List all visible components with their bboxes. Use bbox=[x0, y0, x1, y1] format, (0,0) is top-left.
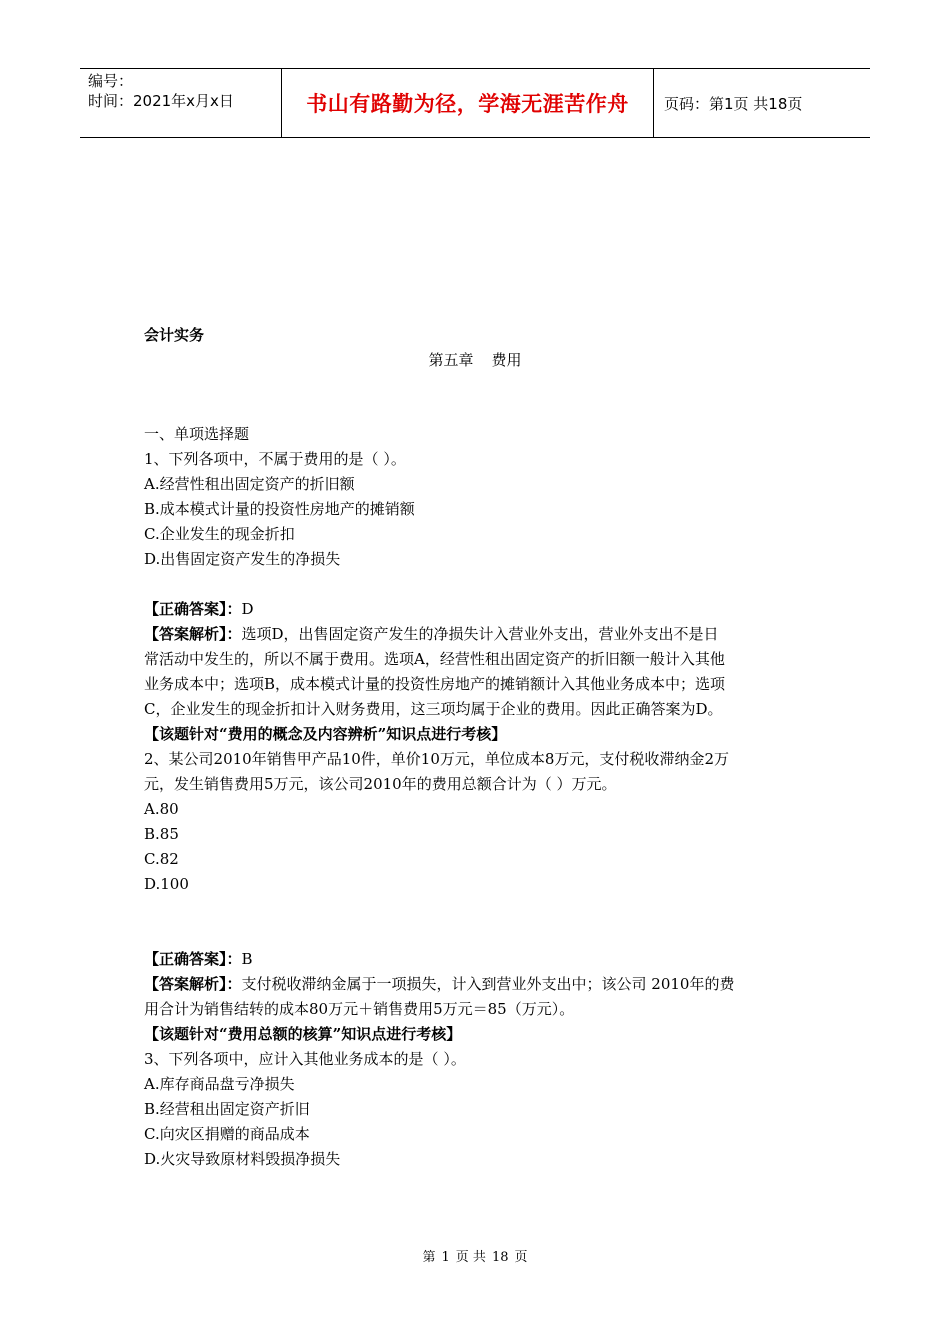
bracket-label: 【正确答案】： bbox=[144, 600, 242, 618]
page-footer bbox=[0, 1246, 950, 1265]
chapter-heading bbox=[0, 349, 950, 370]
page-label: 页码：第1页 共18页 bbox=[664, 94, 803, 113]
q2-stem-line: 2、某公司2010年销售甲产品10件，单价10万元，单位成本8万元，支付税收滞纳金2万 bbox=[144, 750, 729, 768]
q2-analysis-line: 【答案解析】：支付税收滞纳金属于一项损失，计入到营业外支出中；该公司 2010年的费 bbox=[144, 975, 735, 993]
number-label: 编号： bbox=[88, 72, 134, 90]
spacer bbox=[144, 897, 810, 922]
q2-answer: 【正确答案】：B bbox=[144, 950, 253, 968]
q1-option-a: A.经营性租出固定资产的折旧额 bbox=[144, 475, 355, 493]
spacer bbox=[144, 922, 810, 947]
motto-text: 书山有路勤为径，学海无涯苦作舟 bbox=[306, 92, 629, 116]
bracket-label: 【答案解析】： bbox=[144, 625, 242, 643]
q1-stem: 1、下列各项中，不属于费用的是（ ）。 bbox=[144, 450, 406, 468]
question-block bbox=[144, 422, 810, 1172]
q1-note: 【该题针对“费用的概念及内容辨析”知识点进行考核】 bbox=[144, 725, 507, 743]
q2-stem-line: 元，发生销售费用5万元，该公司2010年的费用总额合计为（ ）万元。 bbox=[144, 775, 617, 793]
q3-stem: 3、下列各项中，应计入其他业务成本的是（ ）。 bbox=[144, 1050, 466, 1068]
bracket-label: 【答案解析】： bbox=[144, 975, 242, 993]
q1-option-c: C.企业发生的现金折扣 bbox=[144, 525, 295, 543]
time-label: 时间：2021年x月x日 bbox=[88, 92, 234, 110]
q1-option-d: D.出售固定资产发生的净损失 bbox=[144, 550, 341, 568]
chapter-name: 费用 bbox=[491, 351, 522, 369]
page-header bbox=[80, 68, 870, 138]
q1-analysis-line: C，企业发生的现金折扣计入财务费用，这三项均属于企业的费用。因此正确答案为D。 bbox=[144, 700, 723, 718]
q1-answer: 【正确答案】：D bbox=[144, 600, 254, 618]
section-heading: 一、单项选择题 bbox=[144, 425, 250, 443]
header-left-cell bbox=[80, 69, 281, 137]
footer-current-page: 1 bbox=[441, 1250, 450, 1265]
q2-note: 【该题针对“费用总额的核算”知识点进行考核】 bbox=[144, 1025, 462, 1043]
document-title: 会计实务 bbox=[144, 326, 205, 344]
q3-option-d: D.火灾导致原材料毁损净损失 bbox=[144, 1150, 341, 1168]
q2-option-b: B.85 bbox=[144, 825, 179, 843]
q3-option-b: B.经营租出固定资产折旧 bbox=[144, 1100, 310, 1118]
q2-option-a: A.80 bbox=[144, 800, 179, 818]
q1-analysis-line: 【答案解析】：选项D，出售固定资产发生的净损失计入营业外支出，营业外支出不是日 bbox=[144, 625, 719, 643]
footer-suffix: 页 bbox=[514, 1250, 528, 1265]
spacer bbox=[144, 572, 810, 597]
footer-prefix: 第 bbox=[422, 1250, 436, 1265]
bracket-label: 【正确答案】： bbox=[144, 950, 242, 968]
q1-analysis-line: 业务成本中；选项B，成本模式计量的投资性房地产的摊销额计入其他业务成本中；选项 bbox=[144, 675, 726, 693]
q1-option-b: B.成本模式计量的投资性房地产的摊销额 bbox=[144, 500, 415, 518]
q3-option-a: A.库存商品盘亏净损失 bbox=[144, 1075, 295, 1093]
q2-option-c: C.82 bbox=[144, 850, 179, 868]
q2-analysis-line: 用合计为销售结转的成本80万元＋销售费用5万元＝85（万元）。 bbox=[144, 1000, 575, 1018]
q3-option-c: C.向灾区捐赠的商品成本 bbox=[144, 1125, 310, 1143]
chapter-number: 第五章 bbox=[428, 351, 474, 369]
footer-total-pages: 18 bbox=[491, 1250, 509, 1265]
q2-option-d: D.100 bbox=[144, 875, 189, 893]
header-motto-cell bbox=[281, 69, 654, 137]
q1-analysis-line: 常活动中发生的，所以不属于费用。选项A，经营性租出固定资产的折旧额一般计入其他 bbox=[144, 650, 725, 668]
header-right-cell bbox=[654, 69, 870, 137]
footer-mid: 页 共 bbox=[455, 1250, 486, 1265]
